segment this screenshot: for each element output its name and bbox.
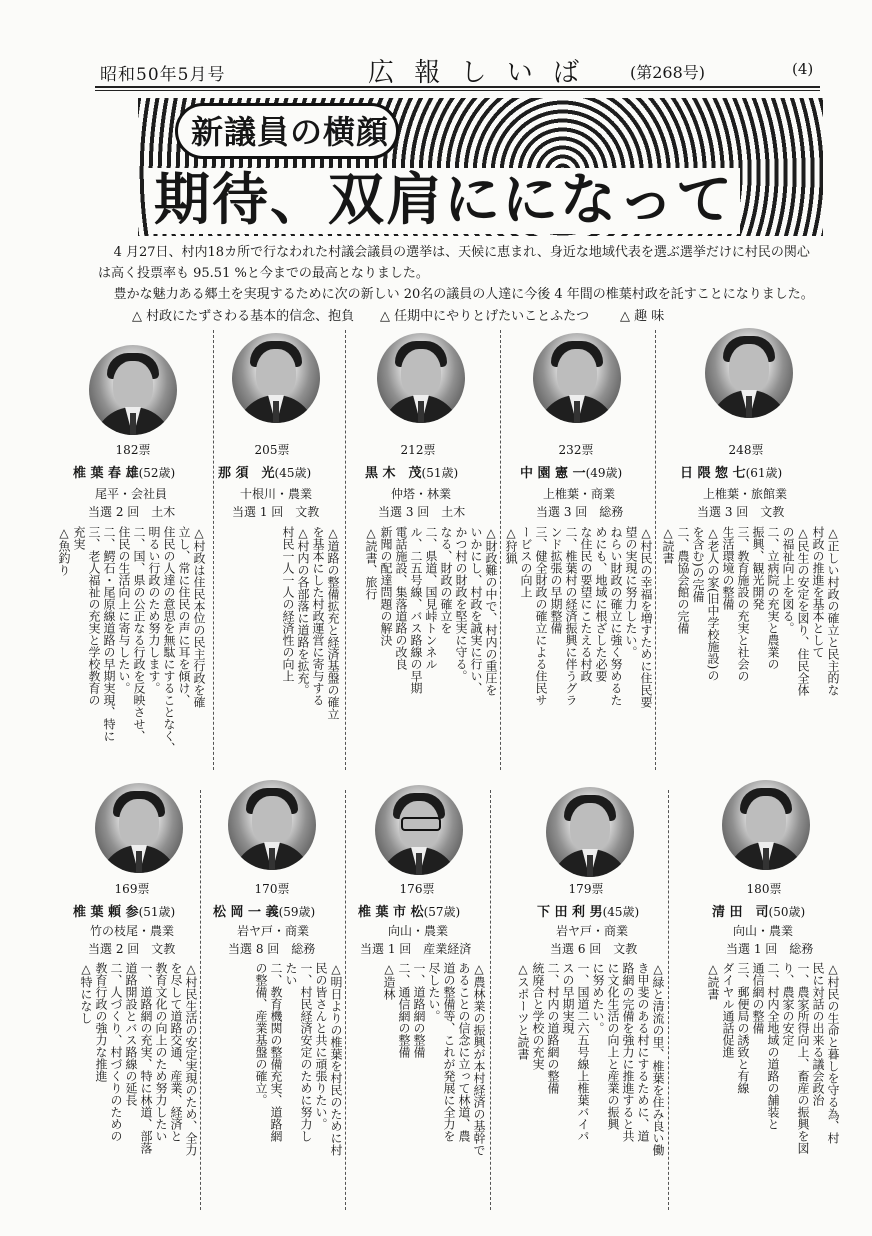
statement-line: △読書 — [706, 962, 720, 1000]
statement-line: △読書 — [661, 526, 675, 564]
name-text: 椎 葉 市 松 — [358, 905, 424, 920]
vote-count: 248票 — [728, 443, 764, 457]
statement-line: ダイヤル通話促進 — [721, 962, 735, 1058]
age-text: (51歳) — [138, 905, 176, 919]
statement-line: 二、通信網の整備 — [397, 962, 411, 1058]
statement-line: めにも、地域に根ざした必要 — [594, 526, 608, 682]
member-photo — [232, 333, 320, 423]
member-name — [520, 462, 622, 481]
occupation: 尾平・会社員 — [95, 487, 168, 501]
member-statement — [60, 962, 198, 1200]
name-text: 松 岡 一 義 — [213, 905, 279, 920]
vote-count: 169票 — [114, 882, 150, 896]
statement-line: 教育文化の向上のため努力したい — [154, 962, 168, 1142]
column-divider — [655, 330, 656, 770]
issue-number: (第268号) — [630, 63, 706, 82]
legend-belief: △ 村政にたずさわる基本的信念、抱負 — [132, 309, 355, 324]
statement-line: 望の実現に努力したい。 — [624, 526, 638, 658]
intro-line-2: は高く投票率も 95.51 %と今までの最高となりました。 — [98, 266, 429, 281]
member-photo — [89, 345, 177, 435]
name-text: 清 田 司 — [712, 905, 769, 920]
statement-line: ル、二五号線、バス路線の早期 — [409, 526, 423, 694]
statement-line: 一、村民経済安定のために努力し — [299, 962, 313, 1142]
member-statement — [250, 526, 340, 766]
occupation: 竹の枝尾・農業 — [90, 924, 175, 938]
statement-line: 民に対話の出来る議会政治 — [811, 962, 825, 1106]
statement-line: △村民の生命と暮しを守る為、村 — [826, 962, 840, 1144]
age-text: (59歳) — [278, 905, 316, 919]
vote-count: 212票 — [400, 443, 436, 457]
vote-count: 176票 — [399, 882, 435, 896]
statement-line: ンド拡張の早期整備 — [549, 526, 563, 634]
statement-line: の整備、産業基盤の確立。 — [254, 962, 268, 1106]
column-divider — [490, 790, 491, 1210]
member-statement — [350, 526, 498, 766]
statement-line: あることの信念に立って林道、農 — [457, 962, 471, 1142]
statement-line: たい — [284, 962, 298, 986]
occupation: 仲塔・林業 — [391, 487, 452, 501]
statement-line: を基本にした村政運営に寄与する — [311, 526, 325, 706]
occupation: 十根川・農業 — [240, 487, 313, 501]
vote-count: 170票 — [254, 882, 290, 896]
member-photo — [95, 783, 183, 873]
statement-line: ービスの向上 — [519, 526, 533, 598]
page-number: (4) — [792, 60, 814, 78]
occupation: 向山・農業 — [388, 924, 449, 938]
statement-line: 村民一人一人の経済性の向上 — [281, 526, 295, 682]
statement-line: いかにし、村政を誠実に行い、 — [469, 526, 483, 694]
banner-headline: 期待、双肩にになって — [148, 168, 740, 234]
age-text: (45歳) — [274, 466, 312, 480]
statement-line: 充実 — [72, 526, 86, 550]
column-divider — [200, 790, 201, 1210]
issue-date: 昭和50年5月号 — [100, 65, 226, 85]
name-text: 椎 葉 頼 参 — [73, 905, 139, 920]
header-rule-thin — [95, 90, 820, 91]
statement-line: △道路の整備拡充と経済基盤の確立 — [326, 526, 340, 720]
member-photo — [533, 333, 621, 423]
term-info: 当選 1 回 総務 — [726, 942, 814, 956]
statement-line: △造林 — [382, 962, 396, 1000]
name-text: 日 隈 惣 七 — [680, 466, 746, 481]
statement-line: 新聞の配達問題の解決 — [379, 526, 393, 646]
statement-line: 一、道路網の充実、特に林道、部落 — [139, 962, 153, 1154]
statement-line: △特になし — [79, 962, 93, 1024]
statement-line: 二、椎葉村の経済振興に伴うグラ — [564, 526, 578, 706]
member-statement — [662, 526, 840, 766]
legend-goals: △ 任期中にやりとげたいことふたつ — [380, 309, 590, 324]
statement-line: 二、教育機関の整備充実、道路網 — [269, 962, 283, 1142]
occupation: 向山・農業 — [733, 924, 794, 938]
statement-line: △財政難の中で、村内の重圧を — [484, 526, 498, 696]
statement-line: 三、健全財政の確立による住民サ — [534, 526, 548, 706]
member-statement — [495, 962, 665, 1200]
member-photo — [377, 333, 465, 423]
statement-line: 住民の生活向上に寄与したい。 — [117, 526, 131, 694]
term-info: 当選 3 回 文教 — [697, 505, 785, 519]
occupation: 上椎葉・旅館業 — [703, 487, 788, 501]
statement-line: 統廃合と学校の充実 — [531, 962, 545, 1070]
statement-line: △緑と清流の里、椎葉を住み良い働 — [651, 962, 665, 1156]
member-statement — [205, 962, 343, 1200]
statement-line: 二、立病院の充実と農業の — [766, 526, 780, 670]
page-header — [0, 0, 872, 88]
member-statement — [674, 962, 840, 1200]
member-name — [680, 462, 782, 481]
statement-line: △スポーツと読書 — [516, 962, 530, 1060]
vote-count: 180票 — [746, 882, 782, 896]
statement-line: 一、国道二六五号線上椎葉バイパ — [576, 962, 590, 1142]
statement-line: 道路開設とバス路線の延長 — [124, 962, 138, 1106]
statement-line: 村政の推進を基本として — [811, 526, 825, 658]
age-text: (52歳) — [138, 466, 176, 480]
newsletter-title: 広 報 し い ば — [368, 58, 586, 88]
statement-line: なる、財政の確立を — [439, 526, 453, 634]
statement-line: 二、鰐石・尾原線道路の早期実現、特に — [102, 526, 116, 742]
term-info: 当選 3 回 総務 — [536, 505, 624, 519]
age-text: (50歳) — [768, 905, 806, 919]
column-divider — [345, 330, 346, 770]
name-text: 黒 木 茂 — [365, 466, 422, 481]
statement-line: 三、老人福祉の充実と学校教育の — [87, 526, 101, 706]
name-text: 那 須 光 — [218, 466, 275, 481]
term-info: 当選 2 回 土木 — [88, 505, 176, 519]
vote-count: 232票 — [558, 443, 594, 457]
header-rule — [95, 86, 820, 88]
member-name — [218, 462, 311, 481]
statement-line: スの早期実現 — [561, 962, 575, 1034]
member-statement — [56, 526, 206, 766]
member-photo — [375, 785, 463, 875]
vote-count: 179票 — [568, 882, 604, 896]
statement-line: 電話施設、集落道路の改良 — [394, 526, 408, 670]
statement-line: 路網の完備を強力に推進すると共 — [621, 962, 635, 1142]
statement-line: ねらい財政の確立に強く努めるた — [609, 526, 623, 706]
column-divider — [500, 330, 501, 770]
term-info: 当選 8 回 総務 — [228, 942, 316, 956]
member-photo — [705, 328, 793, 418]
legend-hobby: △ 趣 味 — [620, 309, 665, 324]
statement-line: き甲斐のある村にするために、道 — [636, 962, 650, 1142]
banner-title: 新議員の横顔 — [191, 113, 390, 151]
statement-line: 二、村内の道路網の整備 — [546, 962, 560, 1094]
member-name — [358, 901, 460, 920]
term-info: 当選 1 回 文教 — [232, 505, 320, 519]
statement-line: △正しい村政の確立と民主的な — [826, 526, 840, 696]
statement-line: 明るい行政のため努力します。 — [147, 526, 161, 694]
member-photo — [546, 787, 634, 877]
statement-line: 通信網の整備 — [751, 962, 765, 1034]
statement-line: 二、人づくり、村づくりのための — [109, 962, 123, 1142]
vote-count: 205票 — [254, 443, 290, 457]
statement-line: 立し、常に住民の声に耳を傾け、 — [177, 526, 191, 706]
statement-line: に文化生活の向上と産業の振興 — [606, 962, 620, 1130]
statement-line: 教育行政の強力な推進 — [94, 962, 108, 1082]
statement-line: △村民の幸福を増すために住民要 — [639, 526, 653, 708]
statement-line: な住民の要望にこたえる村政 — [579, 526, 593, 682]
statement-line: 民の皆さんと共に頑張りたい。 — [314, 962, 328, 1130]
statement-line: 一、道路網の整備 — [412, 962, 426, 1058]
statement-line: 三、教育施設の充実と社会の — [736, 526, 750, 682]
statement-line: △魚釣り — [57, 526, 71, 576]
member-name — [73, 901, 175, 920]
statement-line: △読書、旅行 — [364, 526, 378, 600]
occupation: 岩ヤ戸・商業 — [556, 924, 629, 938]
statement-line: 道の整備等、これが発展に全力を — [442, 962, 456, 1142]
term-info: 当選 3 回 土木 — [378, 505, 466, 519]
intro-line-1: 4 月27日、村内18カ所で行なわれた村議会議員の選挙は、天候に恵まれ、身近な地域代表を選ぶ選挙だけに村民の関心 — [113, 245, 810, 260]
statement-line: の福祉向上を図る。 — [781, 526, 795, 634]
member-name — [712, 901, 805, 920]
statement-line: △村政は住民本位の民主行政を確 — [192, 526, 206, 708]
statement-line: 二、国、県の公正なる行政を反映させ、 — [132, 526, 146, 742]
statement-line: △民生の安定を図り、住民全体 — [796, 526, 810, 696]
statement-line: 三、郵便局の誘致と有線 — [736, 962, 750, 1094]
statement-line: △村民生活の安定実現のため、全力 — [184, 962, 198, 1156]
member-statement — [350, 962, 486, 1200]
vote-count: 182票 — [115, 443, 151, 457]
member-photo — [228, 780, 316, 870]
intro-line-3: 豊かな魅力ある郷土を実現するために次の新しい 20名の議員の人達に今後 4 年間の椎葉村政を託すことになりました。 — [113, 287, 814, 302]
age-text: (57歳) — [423, 905, 461, 919]
intro-text — [98, 242, 828, 305]
occupation: 上椎葉・商業 — [543, 487, 616, 501]
statement-line: 尽したい。 — [427, 962, 441, 1022]
statement-line: かつ村の財政を堅実に守る。 — [454, 526, 468, 682]
member-name — [537, 901, 639, 920]
term-info: 当選 6 回 文教 — [550, 942, 638, 956]
statement-line: 一、農家所得向上、畜産の振興を図 — [796, 962, 810, 1154]
name-text: 椎 葉 春 雄 — [73, 466, 139, 481]
name-text: 中 園 憲 一 — [520, 466, 586, 481]
statement-line: 生活環境の整備 — [721, 526, 735, 610]
statement-line: △村内の各部落に道路を拡充。 — [296, 526, 310, 696]
column-divider — [213, 330, 214, 770]
occupation: 岩ヤ戸・商業 — [237, 924, 310, 938]
term-info: 当選 2 回 文教 — [88, 942, 176, 956]
age-text: (51歳) — [421, 466, 459, 480]
statement-line: に努めたい。 — [591, 962, 605, 1034]
statement-line: 住民の人達の意思を無駄にすることなく、 — [162, 526, 176, 754]
age-text: (49歳) — [585, 466, 623, 480]
statement-line: り、農家の安定 — [781, 962, 795, 1046]
age-text: (61歳) — [745, 466, 783, 480]
column-divider — [668, 790, 669, 1210]
name-text: 下 田 利 男 — [537, 905, 603, 920]
statement-line: 振興、観光開発 — [751, 526, 765, 610]
column-divider — [345, 790, 346, 1210]
member-statement — [505, 526, 653, 766]
statement-line: を尽して道路交通、産業、経済と — [169, 962, 183, 1142]
age-text: (45歳) — [602, 905, 640, 919]
statement-line: △明日よりの椎葉を村民のために村 — [329, 962, 343, 1156]
statement-line: を含む)の完備 — [691, 526, 705, 603]
statement-line: 二、県道、国見峠トンネル — [424, 526, 438, 670]
member-name — [73, 462, 175, 481]
statement-line: △狩猟 — [504, 526, 518, 564]
statement-line: 二、農協会館の完備 — [676, 526, 690, 634]
statement-line: 二、村内全地域の道路の舗装と — [766, 962, 780, 1130]
member-name — [365, 462, 458, 481]
member-name — [213, 901, 315, 920]
statement-line: △老人の家(旧中学校施設)の — [706, 526, 720, 682]
term-info: 当選 1 回 産業経済 — [360, 942, 472, 956]
member-photo — [722, 780, 810, 870]
statement-line: △農林業の振興が本村経済の基幹で — [472, 962, 486, 1156]
